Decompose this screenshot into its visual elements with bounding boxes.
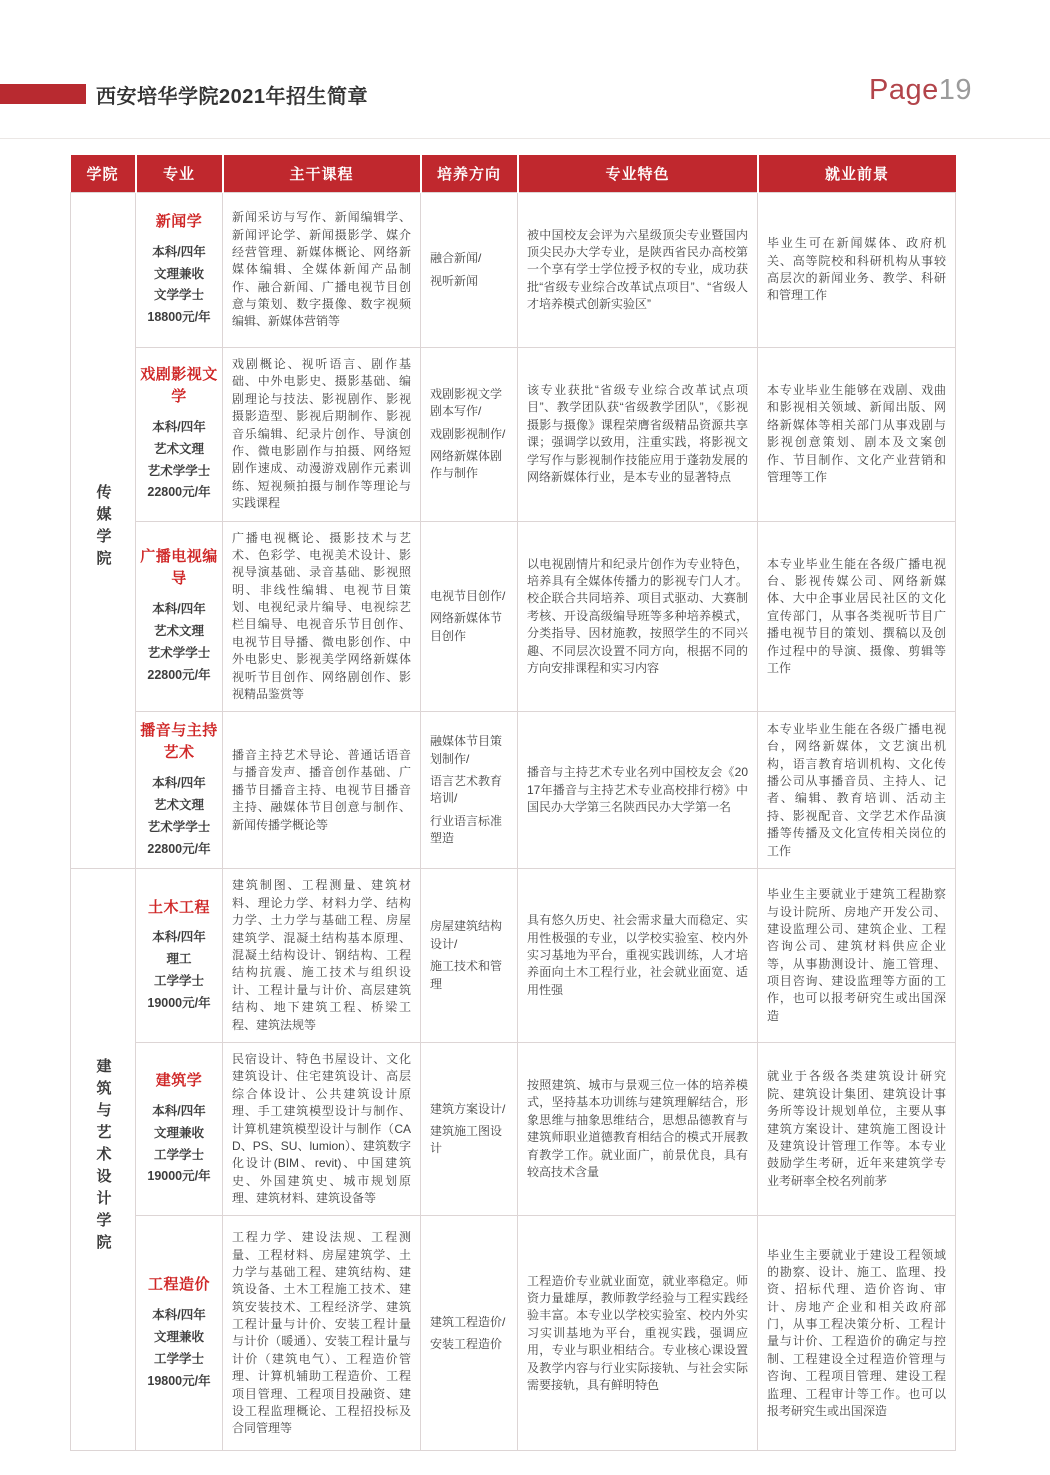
major-name: 戏剧影视文学 bbox=[140, 366, 218, 405]
direction-item: 安装工程造价 bbox=[430, 1336, 503, 1351]
major-info-line: 本科/四年 bbox=[152, 1103, 206, 1118]
major-info-line: 文理兼收 bbox=[153, 266, 204, 281]
column-header-college: 学院 bbox=[71, 155, 136, 193]
features-cell: 具有悠久历史、社会需求量大而稳定、实用性极强的专业，以学校实验室、校内外实习基地为平台，重视实践训练，人才培养面向土木工程行业，社会就业面宽、适用性强 bbox=[518, 869, 758, 1043]
major-info bbox=[140, 417, 218, 505]
major-info bbox=[140, 242, 218, 330]
major-info-line: 文理兼收 bbox=[153, 1329, 204, 1344]
table-header-row bbox=[71, 155, 956, 193]
college-name: 建筑与艺术设计学院 bbox=[94, 1058, 112, 1257]
direction-cell bbox=[421, 869, 518, 1043]
major-info bbox=[140, 599, 218, 687]
accent-bar bbox=[0, 84, 86, 104]
major-info-line: 19000元/年 bbox=[147, 995, 211, 1010]
major-row bbox=[71, 869, 956, 1043]
major-info-line: 工学学士 bbox=[153, 1351, 204, 1366]
features-cell: 按照建筑、城市与景观三位一体的培养模式，坚持基本功训练与建筑理解结合，形象思维与抽象思维结合，思想品德教育与建筑师职业道德教育相结合的模式开展教育教学工作。就业面广，前景优良，具有较高技术含量 bbox=[518, 1042, 758, 1216]
direction-cell bbox=[421, 521, 518, 712]
prospects-cell: 就业于各级各类建筑设计研究院、建筑设计集团、建筑设计事务所等设计规划单位，主要从事建筑方案设计、建筑施工图设计及建筑设计管理工作等。本专业鼓励学生考研，近年来建筑学专业考研率全校名列前茅 bbox=[758, 1042, 956, 1216]
direction-item: 语言艺术教育培训/ bbox=[430, 774, 503, 806]
major-info-line: 艺术学学士 bbox=[147, 819, 211, 834]
courses-cell: 播音主持艺术导论、普通话语音与播音发声、播音创作基础、广播节目播音主持、电视节目播音主持、融媒体节目创意与制作、新闻传播学概论等 bbox=[223, 712, 421, 869]
direction-item: 戏剧影视文学剧本写作/ bbox=[430, 386, 503, 419]
page-word: Page bbox=[869, 74, 939, 106]
column-header-courses: 主干课程 bbox=[223, 155, 421, 193]
direction-item: 融合新闻/ bbox=[430, 251, 482, 266]
major-info bbox=[140, 1101, 218, 1189]
direction-item: 行业语言标准塑造 bbox=[430, 813, 503, 846]
features-cell: 工程造价专业就业面宽，就业率稳定。师资力量雄厚，教师教学经验与工程实践经验丰富。本专业以学校实验室、校内外实习实训基地为平台，重视实践，强调应用，专业与职业相结合。专业核心课设置及教学内容与行业实际接轨、与社会实际需要接轨，具有鲜明特色 bbox=[518, 1216, 758, 1451]
major-info-line: 本科/四年 bbox=[152, 419, 206, 434]
direction-cell bbox=[421, 1216, 518, 1451]
major-info-line: 18800元/年 bbox=[147, 310, 211, 325]
prospects-cell: 毕业生可在新闻媒体、政府机关、高等院校和科研机构从事较高层次的新闻业务、教学、科研和管理工作 bbox=[758, 193, 956, 348]
major-info-line: 艺术文理 bbox=[153, 623, 204, 638]
direction-item: 建筑方案设计/ bbox=[430, 1101, 506, 1116]
major-info-line: 22800元/年 bbox=[147, 667, 211, 682]
major-cell bbox=[136, 521, 223, 712]
direction-cell bbox=[421, 348, 518, 522]
direction-item: 建筑施工图设计 bbox=[430, 1124, 503, 1156]
courses-cell: 广播电视概论、摄影技术与艺术、色彩学、电视美术设计、影视导演基础、录音基础、影视照明、非线性编辑、电视节目策划、电视纪录片编导、电视综艺栏目编导、电视音乐节目创作、电视节目导播、微电影创作、中外电影史、影视美学网络新媒体视听节目创作、网络剧创作、影视精品鉴赏等 bbox=[223, 521, 421, 712]
direction-item: 戏剧影视制作/ bbox=[430, 426, 506, 441]
major-name: 工程造价 bbox=[147, 1276, 210, 1294]
major-info-line: 艺术学学士 bbox=[147, 645, 211, 660]
major-name: 广播电视编导 bbox=[140, 548, 218, 588]
features-cell: 以电视剧情片和纪录片创作为专业特色，培养具有全媒体传播力的影视专门人才。校企联合共同培养、项目式驱动、大赛制考核、开设高级编导班等多种培养模式，分类指导、因材施教，按照学生的不同兴趣、不同层次设置不同方向，根据不同的方向安排课程和实习内容 bbox=[518, 521, 758, 712]
prospects-cell: 毕业生主要就业于建筑工程勘察与设计院所、房地产开发公司、建设监理公司、建筑企业、工程咨询公司、建筑材料供应企业等，从事勘测设计、施工管理、项目咨询、建设监理等方面的工作，也可以报考研究生或出国深造 bbox=[758, 869, 956, 1043]
direction-item: 网络新媒体节目创作 bbox=[430, 611, 503, 643]
features-cell: 被中国校友会评为六星级顶尖专业暨国内顶尖民办大学专业，是陕西省民办高校第一个享有学士学位授予权的专业，成功获批“省级专业综合改革试点项目”、“省级人才培养模式创新实验区” bbox=[518, 193, 758, 348]
features-cell: 播音与主持艺术专业名列中国校友会《2017年播音与主持艺术专业高校排行榜》中国民办大学第三名陕西民办大学第一名 bbox=[518, 712, 758, 869]
direction-item: 网络新媒体剧作与制作 bbox=[430, 448, 503, 481]
direction-item: 房屋建筑结构设计/ bbox=[430, 919, 503, 951]
column-header-direction: 培养方向 bbox=[421, 155, 518, 193]
major-info-line: 艺术文理 bbox=[153, 797, 204, 812]
major-info bbox=[140, 927, 218, 1015]
major-row bbox=[71, 1216, 956, 1451]
major-info-line: 19800元/年 bbox=[147, 1373, 211, 1388]
major-info-line: 22800元/年 bbox=[147, 485, 211, 500]
courses-cell: 工程力学、建设法规、工程测量、工程材料、房屋建筑学、土力学与基础工程、建筑结构、建筑设备、土木工程施工技术、建筑安装技术、工程经济学、建筑工程计量与计价、安装工程计量与计价（暖通）、安装工程计量与计价（建筑电气）、工程造价管理、计算机辅助工程造价、工程项目管理、工程项目投融资、建设工程监理概论、工程招投标及合同管理等 bbox=[223, 1216, 421, 1451]
major-row bbox=[71, 1042, 956, 1216]
major-info-line: 工学学士 bbox=[153, 974, 204, 989]
major-info-line: 本科/四年 bbox=[152, 601, 206, 616]
major-info-line: 艺术学学士 bbox=[147, 463, 211, 478]
courses-cell: 民宿设计、特色书屋设计、文化建筑设计、住宅建筑设计、高层综合体设计、公共建筑设计原理、手工建筑模型设计与制作、计算机建筑模型设计与制作（CAD、PS、SU、lumion）、建筑数字化设计(BIM、revit)、中国建筑史、外国建筑史、城市规划原理、建筑材料、建筑设备等 bbox=[223, 1042, 421, 1216]
major-info bbox=[140, 1305, 218, 1393]
prospects-cell: 本专业毕业生能在各级广播电视台、影视传媒公司、网络新媒体、大中企事业居民社区的文化宣传部门，从事各类视听节目广播电视节目的策划、撰稿以及创作过程中的导演、摄像、剪辑等工作 bbox=[758, 521, 956, 712]
major-cell bbox=[136, 348, 223, 522]
prospects-cell: 本专业毕业生能够在戏剧、戏曲和影视相关领域、新闻出版、网络新媒体等相关部门从事戏剧与影视创意策划、剧本及文案创作、节目制作、文化产业营销和管理等工作 bbox=[758, 348, 956, 522]
page-num: 19 bbox=[938, 74, 972, 106]
major-info-line: 19000元/年 bbox=[147, 1169, 211, 1184]
college-cell-architecture bbox=[71, 869, 136, 1451]
page-header bbox=[0, 0, 1050, 139]
major-info-line: 本科/四年 bbox=[152, 930, 206, 945]
major-info-line: 理工 bbox=[166, 952, 192, 967]
college-name: 传媒学院 bbox=[94, 484, 112, 573]
courses-cell: 新闻采访与写作、新闻编辑学、新闻评论学、新闻摄影学、媒介经营管理、新媒体概论、网络新媒体编辑、全媒体新闻产品制作、融合新闻、广播电视节目创意与策划、数字摄像、数字视频编辑、新媒体营销等 bbox=[223, 193, 421, 348]
page-number bbox=[869, 74, 972, 107]
major-info-line: 22800元/年 bbox=[147, 841, 211, 856]
major-name: 新闻学 bbox=[155, 212, 203, 230]
major-info-line: 本科/四年 bbox=[152, 775, 206, 790]
major-cell bbox=[136, 869, 223, 1043]
major-info-line: 本科/四年 bbox=[152, 244, 206, 259]
direction-cell bbox=[421, 193, 518, 348]
direction-item: 建筑工程造价/ bbox=[430, 1314, 506, 1329]
college-cell-media bbox=[71, 193, 136, 869]
direction-item: 施工技术和管理 bbox=[430, 959, 503, 991]
major-name: 土木工程 bbox=[147, 898, 210, 916]
major-name: 播音与主持艺术 bbox=[140, 722, 218, 762]
major-row bbox=[71, 712, 956, 869]
prospects-cell: 本专业毕业生能在各级广播电视台，网络新媒体，文艺演出机构，语言教育培训机构、文化传播公司从事播音员、主持人、记者、编辑、教育培训、活动主持、影视配音、文学艺术作品演播等传播及文化宣传相关岗位的工作 bbox=[758, 712, 956, 869]
column-header-prospects: 就业前景 bbox=[758, 155, 956, 193]
major-info-line: 本科/四年 bbox=[152, 1308, 206, 1323]
column-header-major: 专业 bbox=[136, 155, 223, 193]
features-cell: 该专业获批“省级专业综合改革试点项目”、教学团队获“省级教学团队”，《影视摄影与摄像》课程荣膺省级精品资源共享课；强调学以致用，注重实践，将影视文学写作与影视制作技能应用于蓬勃发展的网络新媒体行业，是本专业的显著特点 bbox=[518, 348, 758, 522]
column-header-features: 专业特色 bbox=[518, 155, 758, 193]
majors-table bbox=[70, 155, 956, 1451]
document-title: 西安培华学院2021年招生简章 bbox=[96, 86, 368, 108]
major-info-line: 工学学士 bbox=[153, 1147, 204, 1162]
major-name: 建筑学 bbox=[155, 1072, 203, 1090]
major-info-line: 文学学士 bbox=[153, 288, 204, 303]
major-row bbox=[71, 348, 956, 522]
courses-cell: 建筑制图、工程测量、建筑材料、理论力学、材料力学、结构力学、土力学与基础工程、房屋建筑学、混凝土结构基本原理、混凝土结构设计、钢结构、工程结构抗震、施工技术与组织设计、工程计量与计价、高层建筑结构、地下建筑工程、桥梁工程、建筑法规等 bbox=[223, 869, 421, 1043]
major-cell bbox=[136, 712, 223, 869]
direction-item: 融媒体节目策划制作/ bbox=[430, 734, 503, 766]
courses-cell: 戏剧概论、视听语言、剧作基础、中外电影史、摄影基础、编剧理论与技法、影视剧作、影视摄影造型、影视后期制作、影视音乐编辑、纪录片创作、导演创作、微电影剧作与拍摄、网络短剧作速成、动漫游戏剧作元素训练、短视频拍摄与制作等理论与实践课程 bbox=[223, 348, 421, 522]
major-info-line: 文理兼收 bbox=[153, 1125, 204, 1140]
direction-item: 电视节目创作/ bbox=[430, 588, 506, 603]
major-info-line: 艺术文理 bbox=[153, 441, 204, 456]
direction-item: 视听新闻 bbox=[430, 273, 479, 288]
major-cell bbox=[136, 193, 223, 348]
prospects-cell: 毕业生主要就业于建设工程领域的勘察、设计、施工、监理、投资、招标代理、造价咨询、审计、房地产企业和相关政府部门，从事工程决策分析、工程计量与计价、工程造价的确定与控制、工程建设全过程造价管理与咨询、工程项目管理、建设工程监理、工程审计等工作。也可以报考研究生或出国深造 bbox=[758, 1216, 956, 1451]
direction-cell bbox=[421, 712, 518, 869]
direction-cell bbox=[421, 1042, 518, 1216]
major-cell bbox=[136, 1042, 223, 1216]
major-cell bbox=[136, 1216, 223, 1451]
major-info bbox=[140, 773, 218, 861]
major-row bbox=[71, 193, 956, 348]
major-row bbox=[71, 521, 956, 712]
